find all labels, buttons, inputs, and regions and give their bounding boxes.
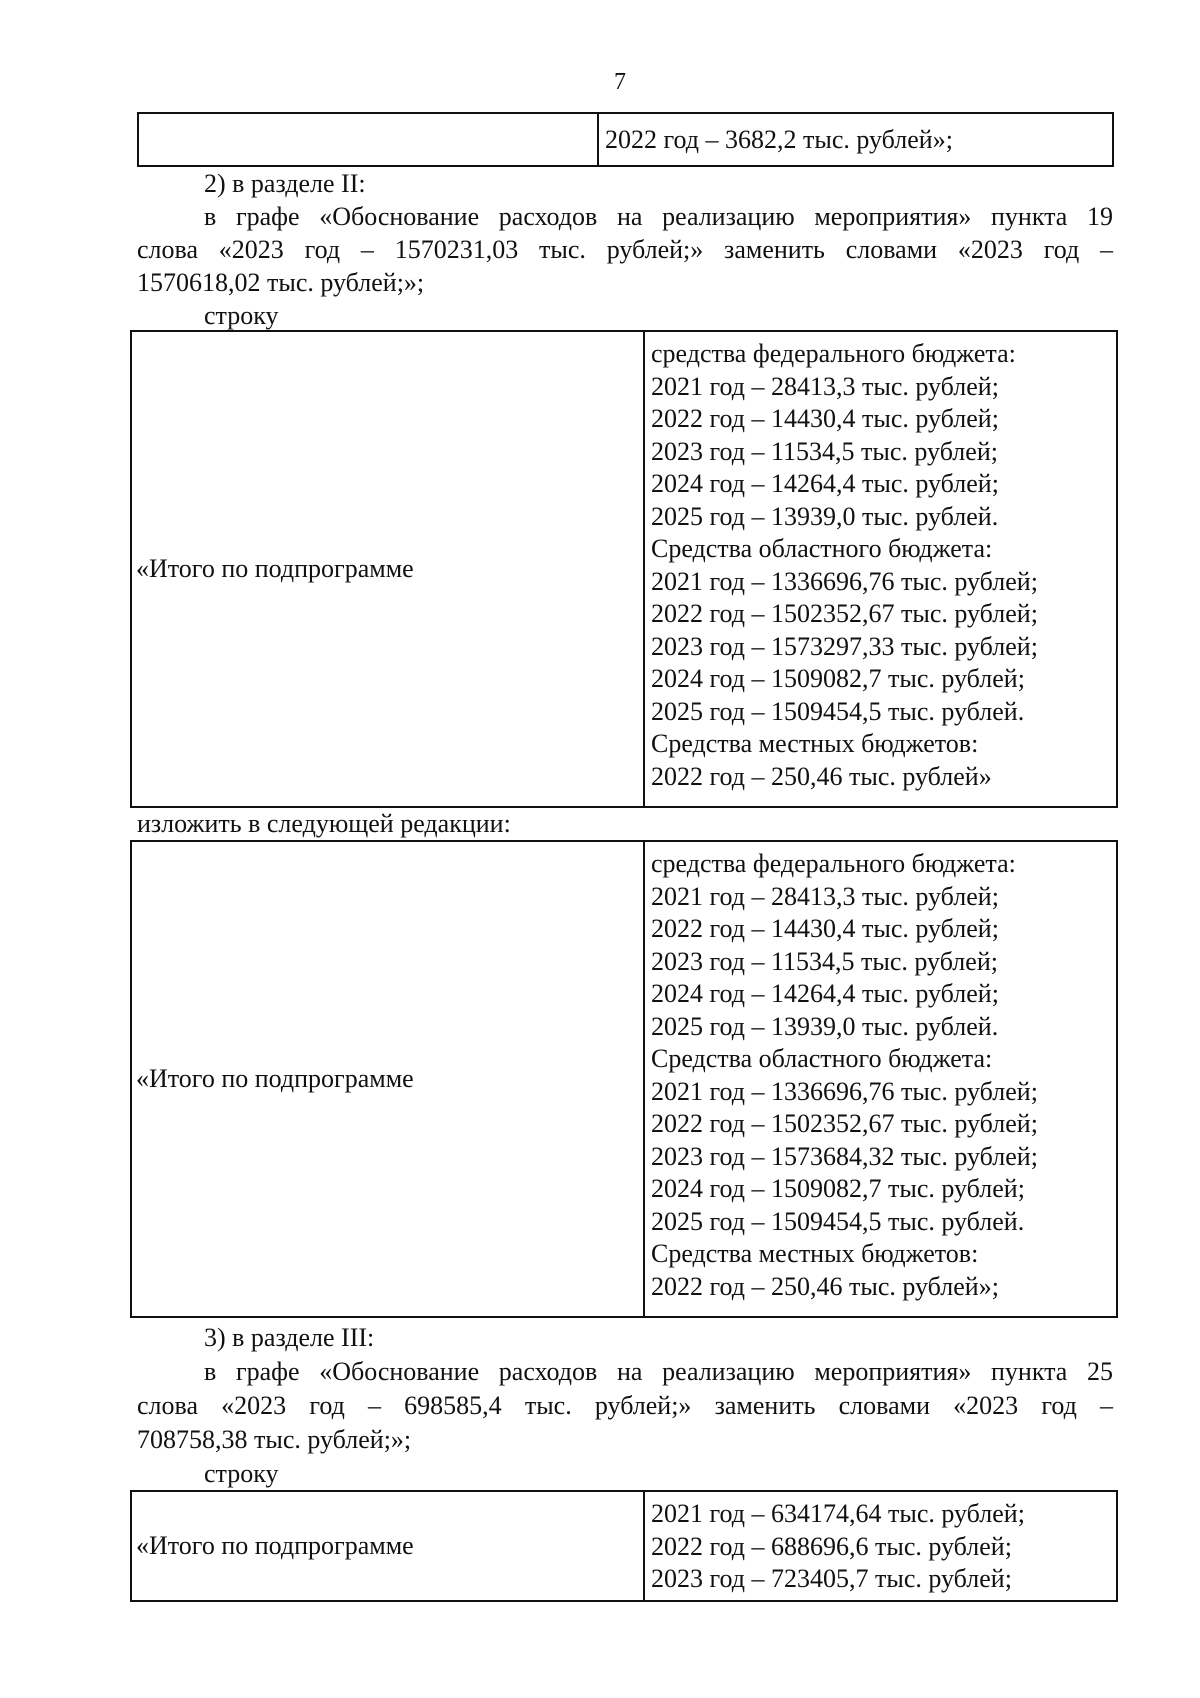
table-new-line: 2022 год – 1502352,67 тыс. рублей;	[651, 1109, 1038, 1138]
top-table	[137, 112, 1114, 167]
table-old-line: 2025 год – 1509454,5 тыс. рублей.	[651, 696, 1025, 726]
table-new-line: 2021 год – 28413,3 тыс. рублей;	[651, 881, 999, 911]
section2-para-line2: слова «2023 год – 1570231,03 тыс. рублей;» заменить словами «2023 год –	[137, 235, 1113, 264]
table-old-line: 2025 год – 13939,0 тыс. рублей.	[651, 501, 999, 531]
top-table-text: 2022 год – 3682,2 тыс. рублей»;	[605, 125, 953, 154]
table-new-line: 2023 год – 11534,5 тыс. рублей;	[651, 946, 998, 976]
table-old-right-cell	[645, 332, 1038, 806]
table-old-line: 2024 год – 1509082,7 тыс. рублей;	[651, 664, 1025, 693]
table-bottom-line: 2022 год – 688696,6 тыс. рублей;	[651, 1531, 1012, 1561]
table-old-left-cell	[132, 332, 645, 806]
table-bottom-line: 2021 год – 634174,64 тыс. рублей;	[651, 1499, 1025, 1528]
table-new-line: 2022 год – 250,46 тыс. рублей»;	[651, 1271, 999, 1301]
table-old-label: «Итого по подпрограмме	[136, 553, 414, 583]
table-old-line: 2024 год – 14264,4 тыс. рублей;	[651, 469, 999, 498]
top-table-left-cell	[139, 114, 599, 165]
table-new-line: средства федерального бюджета:	[651, 849, 1016, 878]
table-old-line: 2022 год – 250,46 тыс. рублей»	[651, 761, 992, 791]
izlozhit-text: изложить в следующей редакции:	[137, 809, 511, 838]
table-bottom	[130, 1490, 1118, 1602]
section3-para-line1: в графе «Обоснование расходов на реализацию мероприятия» пункта 25	[204, 1357, 1113, 1386]
top-table-right-cell	[599, 114, 953, 165]
table-new-line: 2024 год – 14264,4 тыс. рублей;	[651, 979, 999, 1008]
section2-para-line3: 1570618,02 тыс. рублей;»;	[137, 268, 425, 297]
table-old-line: Средства местных бюджетов:	[651, 729, 979, 758]
table-old-line: 2022 год – 14430,4 тыс. рублей;	[651, 404, 999, 433]
table-new-line: 2025 год – 1509454,5 тыс. рублей.	[651, 1206, 1025, 1236]
table-new-line: 2021 год – 1336696,76 тыс. рублей;	[651, 1076, 1038, 1106]
table-old-line: 2021 год – 28413,3 тыс. рублей;	[651, 371, 999, 401]
table-old-line: 2023 год – 11534,5 тыс. рублей;	[651, 436, 998, 466]
section2-para-line1: в графе «Обоснование расходов на реализацию мероприятия» пункта 19	[204, 202, 1113, 231]
table-old-line: Средства областного бюджета:	[651, 534, 993, 563]
table-old-line: 2022 год – 1502352,67 тыс. рублей;	[651, 599, 1038, 628]
table-new-line: 2024 год – 1509082,7 тыс. рублей;	[651, 1174, 1025, 1203]
table-new-line: 2025 год – 13939,0 тыс. рублей.	[651, 1011, 999, 1041]
table-old	[130, 330, 1118, 808]
table-new-left-cell	[132, 842, 645, 1316]
table-new-right-cell	[645, 842, 1038, 1316]
table-new-label: «Итого по подпрограмме	[136, 1063, 414, 1093]
table-bottom-line: 2023 год – 723405,7 тыс. рублей;	[651, 1564, 1012, 1593]
table-new-line: 2022 год – 14430,4 тыс. рублей;	[651, 914, 999, 943]
section2-stroku: строку	[204, 301, 279, 330]
section3-stroku: строку	[204, 1459, 279, 1488]
table-bottom-right-cell	[645, 1492, 1025, 1600]
table-old-line: 2023 год – 1573297,33 тыс. рублей;	[651, 631, 1038, 661]
table-old-line: средства федерального бюджета:	[651, 339, 1016, 368]
table-old-line: 2021 год – 1336696,76 тыс. рублей;	[651, 566, 1038, 596]
section3-para-line2: слова «2023 год – 698585,4 тыс. рублей;» заменить словами «2023 год –	[137, 1391, 1113, 1420]
table-new-line: Средства местных бюджетов:	[651, 1239, 979, 1268]
section3-heading: 3) в разделе III:	[204, 1323, 375, 1352]
table-bottom-left-cell	[132, 1492, 645, 1600]
table-bottom-label: «Итого по подпрограмме	[136, 1530, 414, 1560]
section3-para-line3: 708758,38 тыс. рублей;»;	[137, 1425, 412, 1454]
table-new-line: Средства областного бюджета:	[651, 1044, 993, 1073]
table-new	[130, 840, 1118, 1318]
page-number: 7	[614, 69, 626, 95]
section2-heading: 2) в разделе II:	[204, 169, 366, 198]
table-new-line: 2023 год – 1573684,32 тыс. рублей;	[651, 1141, 1038, 1171]
